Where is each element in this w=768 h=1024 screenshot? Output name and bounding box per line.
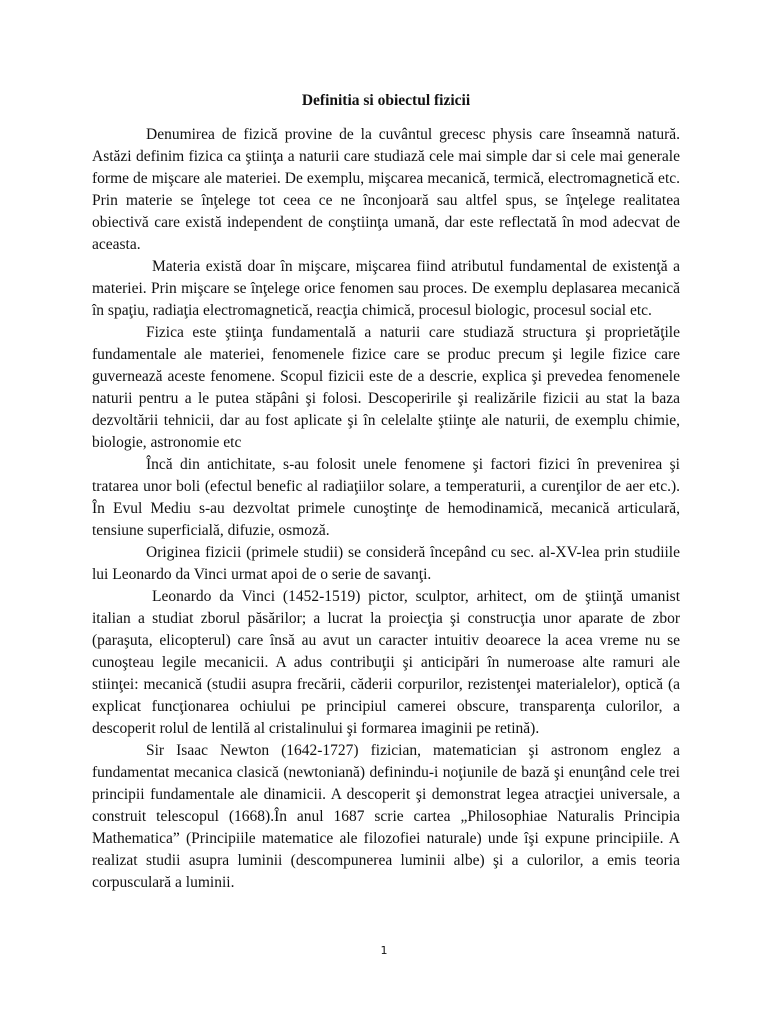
paragraph-origin: Originea fizicii (primele studii) se consideră începând cu sec. al-XV-lea prin studiile lui Leonardo da Vinci urmat apoi de o serie de savanţi. bbox=[92, 544, 680, 583]
document-page bbox=[92, 90, 680, 894]
paragraph-intro: Denumirea de fizică provine de la cuvântul grecesc physis care înseamnă natură. Astăzi definim fizica ca ştiinţa a naturii care studiază cele mai simple dar si cele mai generale forme de mişcare ale materiei. De exemplu, mişcarea mecanică, termică, electromagnetică etc. Prin materie se înţelege tot ceea ce ne înconjoară sau altfel spus, se înţelege realitatea obiectivă care există independent de conştiinţa umană, dar este reflectată în mod adecvat de aceasta. bbox=[92, 126, 680, 253]
paragraph-physics-definition: Fizica este ştiinţa fundamentală a naturii care studiază structura şi proprietăţile fundamentale ale materiei, fenomenele fizice care se produc precum şi legile fizice care guvernează aceste fenomene. Scopul fizicii este de a descrie, explica şi prevedea fenomenele naturii pentru a le putea stăpâni şi folosi. Descoperirile şi realizările fizicii au stat la baza dezvoltării tehnicii, dar au fost aplicate şi în celelalte ştiinţe ale naturii, de exemplu chimie, biologie, astronomie etc bbox=[92, 324, 680, 451]
document-title: Definitia si obiectul fizicii bbox=[301, 92, 471, 109]
paragraph-leonardo: Leonardo da Vinci (1452-1519) pictor, sculptor, arhitect, om de ştiinţă umanist italian a studiat zborul păsărilor; a lucrat la proiecţia şi construcţia unor aparate de zbor (paraşuta, elicopterul) care însă au avut un caracter intuitiv deoarece la acea vreme nu se cunoşteau legile mecanicii. A adus contribuţii şi anticipări în numeroase alte ramuri ale stiinţei: mecanică (studii asupra frecării, căderii corpurilor, rezistenţei materialelor), optică (a explicat funcţionarea ochiului pe principiul camerei obscure, transparenţa culorilor, a descoperit rolul de lentilă al cristalinului şi formarea imaginii pe retină). bbox=[92, 588, 680, 737]
paragraph-antiquity: Încă din antichitate, s-au folosit unele fenomene şi factori fizici în prevenirea şi tratarea unor boli (efectul benefic al radiaţiilor solare, a temperaturii, a curenţilor de aer etc.). În Evul Mediu s-au dezvoltat primele cunoştinţe de hemodinamică, mecanică articulară, tensiune superficială, difuzie, osmoză. bbox=[92, 456, 680, 539]
paragraph-newton: Sir Isaac Newton (1642-1727) fizician, matematician şi astronom englez a fundamentat mecanica clasică (newtoniană) definindu-i noţiunile de bază şi enunţând cele trei principii fundamentale ale dinamicii. A descoperit şi demonstrat legea atracţiei universale, a construit telescopul (1668).În anul 1687 scrie cartea „Philosophiae Naturalis Principia Mathematica” (Principiile matematice ale filozofiei naturale) unde îşi expune principiile. A realizat studii asupra luminii (descompunerea luminii albe) şi a culorilor, a emis teoria corpusculară a luminii. bbox=[92, 742, 680, 891]
paragraph-matter-motion: Materia există doar în mişcare, mişcarea fiind atributul fundamental de existenţă a materiei. Prin mişcare se înţelege orice fenomen sau proces. De exemplu deplasarea mecanică în spaţiu, radiaţia electromagnetică, reacţia chimică, procesul biologic, procesul social etc. bbox=[92, 258, 680, 319]
page-number: 1 bbox=[380, 944, 388, 957]
